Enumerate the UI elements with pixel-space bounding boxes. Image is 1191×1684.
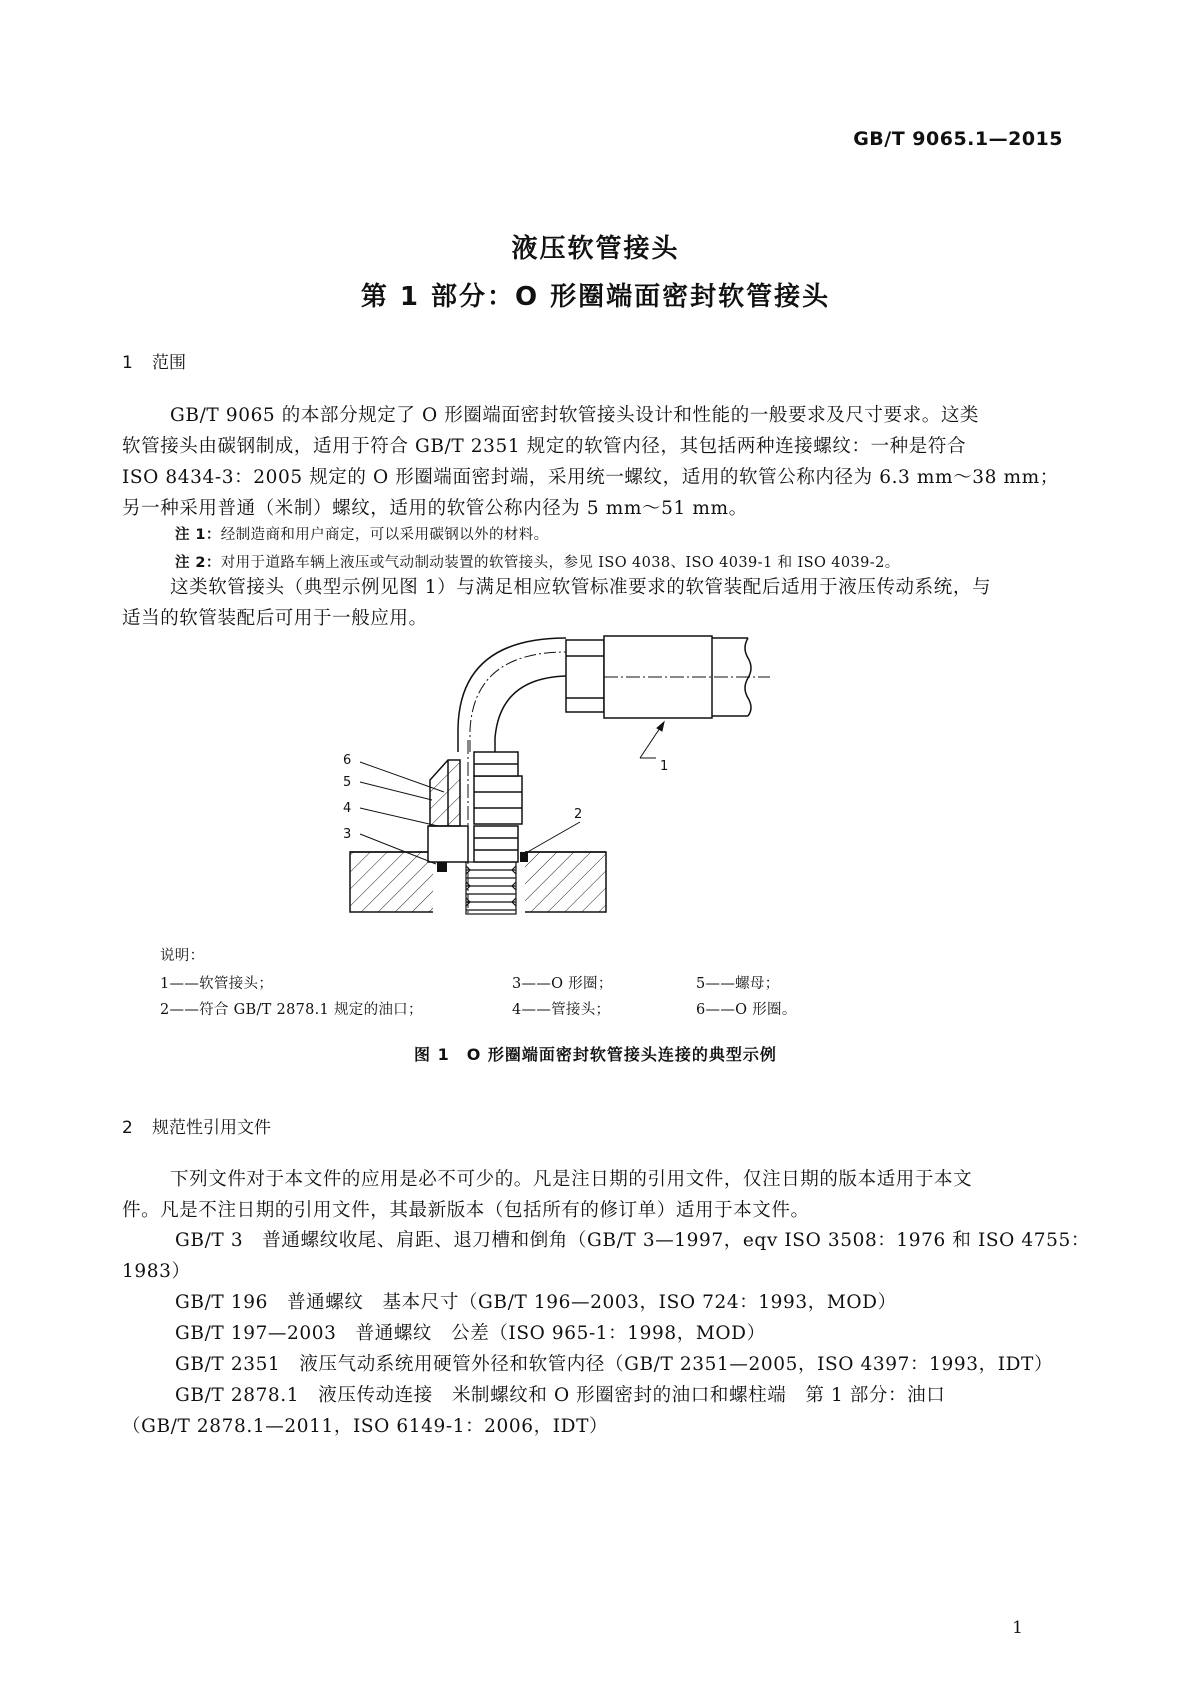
section-number: 2 <box>122 1118 133 1138</box>
callout-4: 4 <box>343 801 352 816</box>
callout-2: 2 <box>574 807 583 822</box>
section-number: 1 <box>122 353 133 373</box>
legend-item: 1——软管接头； <box>160 976 274 992</box>
legend-title: 说明： <box>160 948 205 964</box>
paragraph-line: 件。凡是不注日期的引用文件，其最新版本（包括所有的修订单）适用于本文件。 <box>122 1200 810 1221</box>
reference-gbt197: GB/T 197—2003 普通螺纹 公差（ISO 965-1：1998，MOD） <box>175 1323 766 1344</box>
reference-gbt2351: GB/T 2351 液压气动系统用硬管外径和软管内径（GB/T 2351—2005，ISO 4397：1993，IDT） <box>175 1354 1054 1375</box>
callout-5: 5 <box>343 775 352 790</box>
section-2-intro <box>122 1164 1070 1226</box>
callout-6: 6 <box>343 753 352 768</box>
callout-3: 3 <box>343 827 352 842</box>
document-subtitle: 第 1 部分：O 形圈端面密封软管接头 <box>360 282 831 312</box>
paragraph-line: 软管接头由碳钢制成，适用于符合 GB/T 2351 规定的软管内径，其包括两种连接螺纹：一种是符合 <box>122 436 967 457</box>
stud-thread <box>466 862 516 914</box>
paragraph-line: GB/T 9065 的本部分规定了 O 形圈端面密封软管接头设计和性能的一般要求及尺寸要求。这类 <box>170 405 980 426</box>
callout-1: 1 <box>660 759 669 774</box>
note-label: 注 1： <box>175 527 221 543</box>
note-label: 注 2： <box>175 555 221 571</box>
reference-gbt3-cont: 1983） <box>122 1261 191 1282</box>
legend-item: 4——管接头； <box>512 1002 611 1018</box>
paragraph-line: 适当的软管装配后可用于一般应用。 <box>122 608 428 629</box>
document-title: 液压软管接头 <box>511 234 680 264</box>
standard-code: GB/T 9065.1—2015 <box>853 128 1063 150</box>
paragraph-line: 另一种采用普通（米制）螺纹，适用的软管公称内径为 5 mm～51 mm。 <box>122 498 748 519</box>
reference-gbt2878: GB/T 2878.1 液压传动连接 米制螺纹和 O 形圈密封的油口和螺柱端 第 1 部分：油口 <box>175 1385 946 1406</box>
legend-item: 6——O 形圈。 <box>696 1002 797 1018</box>
reference-gbt2878-cont: （GB/T 2878.1—2011，ISO 6149-1：2006，IDT） <box>122 1416 609 1437</box>
nut-section <box>430 760 460 826</box>
note-text: 经制造商和用户商定，可以采用碳钢以外的材料。 <box>220 527 549 543</box>
paragraph-line: 下列文件对于本文件的应用是必不可少的。凡是注日期的引用文件，仅注日期的版本适用于本文 <box>170 1169 973 1190</box>
nut-hex <box>474 752 522 824</box>
reference-gbt196: GB/T 196 普通螺纹 基本尺寸（GB/T 196—2003，ISO 724：1993，MOD） <box>175 1292 897 1313</box>
note-text: 对用于道路车辆上液压或气动制动装置的软管接头，参见 ISO 4038、ISO 4039-1 和 ISO 4039-2。 <box>220 555 900 571</box>
legend-item: 2——符合 GB/T 2878.1 规定的油口； <box>160 1002 423 1018</box>
paragraph-line: 这类软管接头（典型示例见图 1）与满足相应软管标准要求的软管装配后适用于液压传动系统，与 <box>170 577 992 598</box>
section-title: 范围 <box>152 353 186 373</box>
hose-socket <box>566 636 770 718</box>
figure-caption: 图 1 O 形圈端面密封软管接头连接的典型示例 <box>414 1045 777 1064</box>
legend-item: 5——螺母； <box>696 976 780 992</box>
reference-gbt3: GB/T 3 普通螺纹收尾、肩距、退刀槽和倒角（GB/T 3—1997，eqv ISO 3508：1976 和 ISO 4755： <box>175 1230 1090 1251</box>
bent-tube <box>458 638 566 752</box>
section-2-heading <box>122 1113 271 1138</box>
page-number: 1 <box>1012 1618 1023 1638</box>
legend-item: 3——O 形圈； <box>512 976 613 992</box>
section-title: 规范性引用文件 <box>152 1118 271 1138</box>
paragraph-line: ISO 8434-3：2005 规定的 O 形圈端面密封端，采用统一螺纹，适用的软管公称内径为 6.3 mm～38 mm； <box>122 467 1059 488</box>
